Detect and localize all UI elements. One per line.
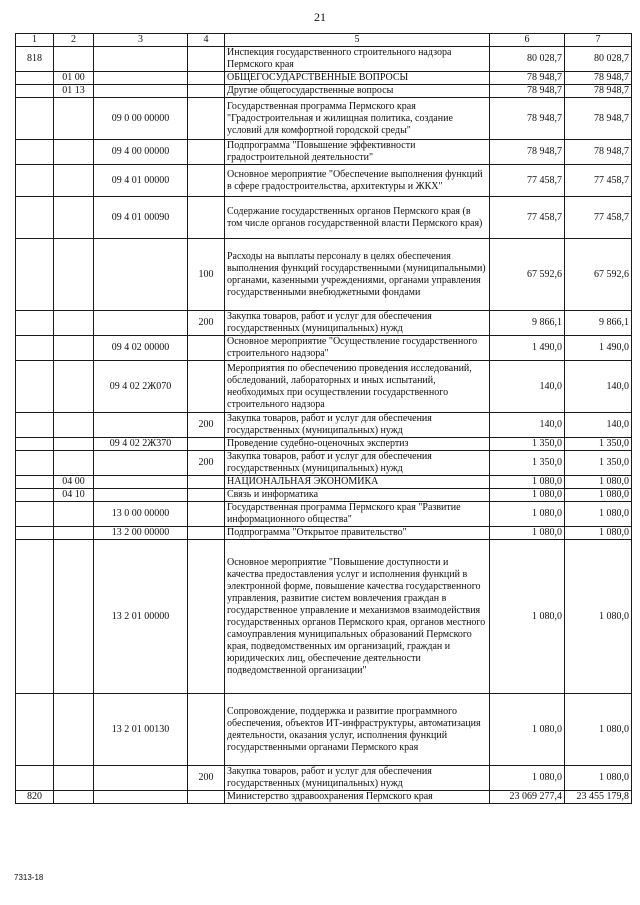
amount-year2-cell: 1 080,0 (565, 527, 632, 540)
ministry-code-cell (16, 694, 54, 766)
section-code-cell (54, 413, 94, 438)
ministry-code-cell (16, 540, 54, 694)
column-number-header-row (16, 34, 632, 47)
column-number: 7 (565, 34, 632, 47)
target-article-cell (94, 791, 188, 804)
expense-type-cell (188, 527, 225, 540)
section-code-cell (54, 47, 94, 72)
table-row (16, 311, 632, 336)
target-article-cell: 09 4 01 00090 (94, 197, 188, 239)
table-row (16, 476, 632, 489)
column-number: 6 (490, 34, 565, 47)
ministry-code-cell: 818 (16, 47, 54, 72)
table-row (16, 413, 632, 438)
amount-year1-cell: 80 028,7 (490, 47, 565, 72)
expense-type-cell: 200 (188, 451, 225, 476)
ministry-code-cell (16, 766, 54, 791)
amount-year2-cell: 1 350,0 (565, 438, 632, 451)
target-article-cell: 09 0 00 00000 (94, 98, 188, 140)
description-cell: Расходы на выплаты персоналу в целях обеспечения выполнения функций государственными (муниципальными) органами, казенными учреждениями, органами управления государственными внебюджетными фондами (225, 239, 490, 311)
section-code-cell (54, 451, 94, 476)
expense-type-cell (188, 85, 225, 98)
amount-year1-cell: 78 948,7 (490, 98, 565, 140)
table-row (16, 165, 632, 197)
ministry-code-cell (16, 336, 54, 361)
expense-type-cell (188, 791, 225, 804)
expense-type-cell (188, 476, 225, 489)
expense-type-cell (188, 140, 225, 165)
table-row (16, 85, 632, 98)
amount-year1-cell: 78 948,7 (490, 85, 565, 98)
target-article-cell (94, 451, 188, 476)
section-code-cell (54, 527, 94, 540)
section-code-cell (54, 98, 94, 140)
description-cell: Инспекция государственного строительного надзора Пермского края (225, 47, 490, 72)
ministry-code-cell (16, 451, 54, 476)
table-row (16, 766, 632, 791)
table-row (16, 540, 632, 694)
description-cell: Закупка товаров, работ и услуг для обеспечения государственных (муниципальных) нужд (225, 451, 490, 476)
expense-type-cell: 200 (188, 311, 225, 336)
section-code-cell (54, 694, 94, 766)
table-row (16, 489, 632, 502)
ministry-code-cell (16, 361, 54, 413)
amount-year1-cell: 140,0 (490, 413, 565, 438)
amount-year2-cell: 78 948,7 (565, 98, 632, 140)
ministry-code-cell (16, 239, 54, 311)
amount-year2-cell: 1 350,0 (565, 451, 632, 476)
expense-type-cell (188, 361, 225, 413)
target-article-cell: 09 4 00 00000 (94, 140, 188, 165)
ministry-code-cell (16, 527, 54, 540)
amount-year2-cell: 78 948,7 (565, 85, 632, 98)
amount-year1-cell: 1 350,0 (490, 451, 565, 476)
target-article-cell (94, 413, 188, 438)
column-number: 4 (188, 34, 225, 47)
target-article-cell: 13 2 01 00000 (94, 540, 188, 694)
section-code-cell (54, 791, 94, 804)
amount-year1-cell: 1 490,0 (490, 336, 565, 361)
ministry-code-cell (16, 502, 54, 527)
column-number: 5 (225, 34, 490, 47)
target-article-cell: 09 4 01 00000 (94, 165, 188, 197)
amount-year2-cell: 1 080,0 (565, 540, 632, 694)
amount-year1-cell: 1 080,0 (490, 476, 565, 489)
amount-year1-cell: 1 350,0 (490, 438, 565, 451)
column-number: 3 (94, 34, 188, 47)
amount-year2-cell: 9 866,1 (565, 311, 632, 336)
target-article-cell: 09 4 02 00000 (94, 336, 188, 361)
expense-type-cell (188, 47, 225, 72)
amount-year2-cell: 1 080,0 (565, 766, 632, 791)
expense-type-cell (188, 540, 225, 694)
section-code-cell: 04 00 (54, 476, 94, 489)
amount-year2-cell: 1 080,0 (565, 489, 632, 502)
description-cell: Основное мероприятие "Повышение доступности и качества предоставления услуг и исполнения функций в электронной форме, повышение качества государственного управления, развитие систем вовлечения граждан в государственное управление и механизмов взаимодействия государственных органов Пермского края, органов местного самоуправления муниципальных образований Пермского края, подведомственных им организаций, граждан и юридических лиц, обеспечение деятельности подведомственной организации" (225, 540, 490, 694)
table-row (16, 72, 632, 85)
budget-table (15, 33, 632, 804)
page-number: 21 (314, 10, 326, 24)
ministry-code-cell (16, 197, 54, 239)
table-row (16, 361, 632, 413)
section-code-cell (54, 239, 94, 311)
expense-type-cell (188, 694, 225, 766)
amount-year1-cell: 1 080,0 (490, 502, 565, 527)
target-article-cell: 13 0 00 00000 (94, 502, 188, 527)
amount-year2-cell: 1 490,0 (565, 336, 632, 361)
target-article-cell (94, 72, 188, 85)
table-row (16, 438, 632, 451)
section-code-cell (54, 140, 94, 165)
target-article-cell: 13 2 00 00000 (94, 527, 188, 540)
description-cell: Министерство здравоохранения Пермского края (225, 791, 490, 804)
description-cell: Связь и информатика (225, 489, 490, 502)
expense-type-cell (188, 165, 225, 197)
section-code-cell (54, 311, 94, 336)
amount-year2-cell: 1 080,0 (565, 502, 632, 527)
description-cell: Подпрограмма "Повышение эффективности градостроительной деятельности" (225, 140, 490, 165)
expense-type-cell: 200 (188, 413, 225, 438)
ministry-code-cell (16, 413, 54, 438)
description-cell: Мероприятия по обеспечению проведения исследований, обследований, лабораторных и иных испытаний, необходимых при осуществлении государственного строительного надзора (225, 361, 490, 413)
amount-year2-cell: 77 458,7 (565, 197, 632, 239)
description-cell: Сопровождение, поддержка и развитие программного обеспечения, объектов ИТ-инфраструктуры, автоматизация деятельности, оказания услуг, исполнения функций государственными органами Пермского края (225, 694, 490, 766)
description-cell: Закупка товаров, работ и услуг для обеспечения государственных (муниципальных) нужд (225, 413, 490, 438)
amount-year1-cell: 1 080,0 (490, 540, 565, 694)
ministry-code-cell (16, 72, 54, 85)
ministry-code-cell: 820 (16, 791, 54, 804)
section-code-cell: 04 10 (54, 489, 94, 502)
table-row (16, 694, 632, 766)
expense-type-cell: 100 (188, 239, 225, 311)
amount-year2-cell: 140,0 (565, 413, 632, 438)
ministry-code-cell (16, 476, 54, 489)
target-article-cell (94, 766, 188, 791)
table-row (16, 47, 632, 72)
table-row (16, 140, 632, 165)
amount-year1-cell: 9 866,1 (490, 311, 565, 336)
description-cell: Основное мероприятие "Обеспечение выполнения функций в сфере градостроительства, архитектуры и ЖКХ" (225, 165, 490, 197)
table-row (16, 336, 632, 361)
description-cell: Государственная программа Пермского края "Градостроительная и жилищная политика, создание условий для комфортной городской среды" (225, 98, 490, 140)
amount-year1-cell: 67 592,6 (490, 239, 565, 311)
section-code-cell (54, 336, 94, 361)
amount-year2-cell: 23 455 179,8 (565, 791, 632, 804)
description-cell: Закупка товаров, работ и услуг для обеспечения государственных (муниципальных) нужд (225, 311, 490, 336)
table-row (16, 791, 632, 804)
ministry-code-cell (16, 140, 54, 165)
description-cell: Основное мероприятие "Осуществление государственного строительного надзора" (225, 336, 490, 361)
section-code-cell (54, 540, 94, 694)
section-code-cell (54, 361, 94, 413)
section-code-cell (54, 438, 94, 451)
expense-type-cell (188, 72, 225, 85)
amount-year1-cell: 78 948,7 (490, 72, 565, 85)
amount-year1-cell: 23 069 277,4 (490, 791, 565, 804)
description-cell: НАЦИОНАЛЬНАЯ ЭКОНОМИКА (225, 476, 490, 489)
amount-year1-cell: 1 080,0 (490, 766, 565, 791)
table-row (16, 197, 632, 239)
table-row (16, 98, 632, 140)
description-cell: ОБЩЕГОСУДАРСТВЕННЫЕ ВОПРОСЫ (225, 72, 490, 85)
target-article-cell (94, 85, 188, 98)
amount-year2-cell: 77 458,7 (565, 165, 632, 197)
expense-type-cell (188, 197, 225, 239)
column-number: 1 (16, 34, 54, 47)
expense-type-cell (188, 336, 225, 361)
expense-type-cell (188, 502, 225, 527)
description-cell: Закупка товаров, работ и услуг для обеспечения государственных (муниципальных) нужд (225, 766, 490, 791)
ministry-code-cell (16, 438, 54, 451)
table-row (16, 527, 632, 540)
amount-year1-cell: 1 080,0 (490, 527, 565, 540)
section-code-cell (54, 766, 94, 791)
target-article-cell (94, 47, 188, 72)
expense-type-cell (188, 98, 225, 140)
section-code-cell: 01 13 (54, 85, 94, 98)
table-row (16, 239, 632, 311)
expense-type-cell (188, 438, 225, 451)
section-code-cell: 01 00 (54, 72, 94, 85)
section-code-cell (54, 197, 94, 239)
target-article-cell (94, 311, 188, 336)
table-row (16, 451, 632, 476)
target-article-cell (94, 476, 188, 489)
description-cell: Государственная программа Пермского края "Развитие информационного общества" (225, 502, 490, 527)
ministry-code-cell (16, 489, 54, 502)
description-cell: Подпрограмма "Открытое правительство" (225, 527, 490, 540)
amount-year2-cell: 1 080,0 (565, 694, 632, 766)
section-code-cell (54, 502, 94, 527)
amount-year2-cell: 67 592,6 (565, 239, 632, 311)
ministry-code-cell (16, 85, 54, 98)
table-row (16, 502, 632, 527)
description-cell: Проведение судебно-оценочных экспертиз (225, 438, 490, 451)
amount-year2-cell: 1 080,0 (565, 476, 632, 489)
amount-year1-cell: 140,0 (490, 361, 565, 413)
target-article-cell: 09 4 02 2Ж370 (94, 438, 188, 451)
expense-type-cell: 200 (188, 766, 225, 791)
expense-type-cell (188, 489, 225, 502)
column-number: 2 (54, 34, 94, 47)
description-cell: Другие общегосударственные вопросы (225, 85, 490, 98)
amount-year1-cell: 77 458,7 (490, 197, 565, 239)
amount-year2-cell: 80 028,7 (565, 47, 632, 72)
target-article-cell (94, 489, 188, 502)
target-article-cell: 09 4 02 2Ж070 (94, 361, 188, 413)
amount-year1-cell: 78 948,7 (490, 140, 565, 165)
amount-year1-cell: 77 458,7 (490, 165, 565, 197)
target-article-cell (94, 239, 188, 311)
amount-year1-cell: 1 080,0 (490, 694, 565, 766)
document-code: 7313-18 (14, 873, 44, 882)
amount-year2-cell: 78 948,7 (565, 72, 632, 85)
amount-year2-cell: 78 948,7 (565, 140, 632, 165)
ministry-code-cell (16, 165, 54, 197)
target-article-cell: 13 2 01 00130 (94, 694, 188, 766)
ministry-code-cell (16, 311, 54, 336)
description-cell: Содержание государственных органов Пермского края (в том числе органов государственной власти Пермского края) (225, 197, 490, 239)
ministry-code-cell (16, 98, 54, 140)
amount-year2-cell: 140,0 (565, 361, 632, 413)
amount-year1-cell: 1 080,0 (490, 489, 565, 502)
section-code-cell (54, 165, 94, 197)
